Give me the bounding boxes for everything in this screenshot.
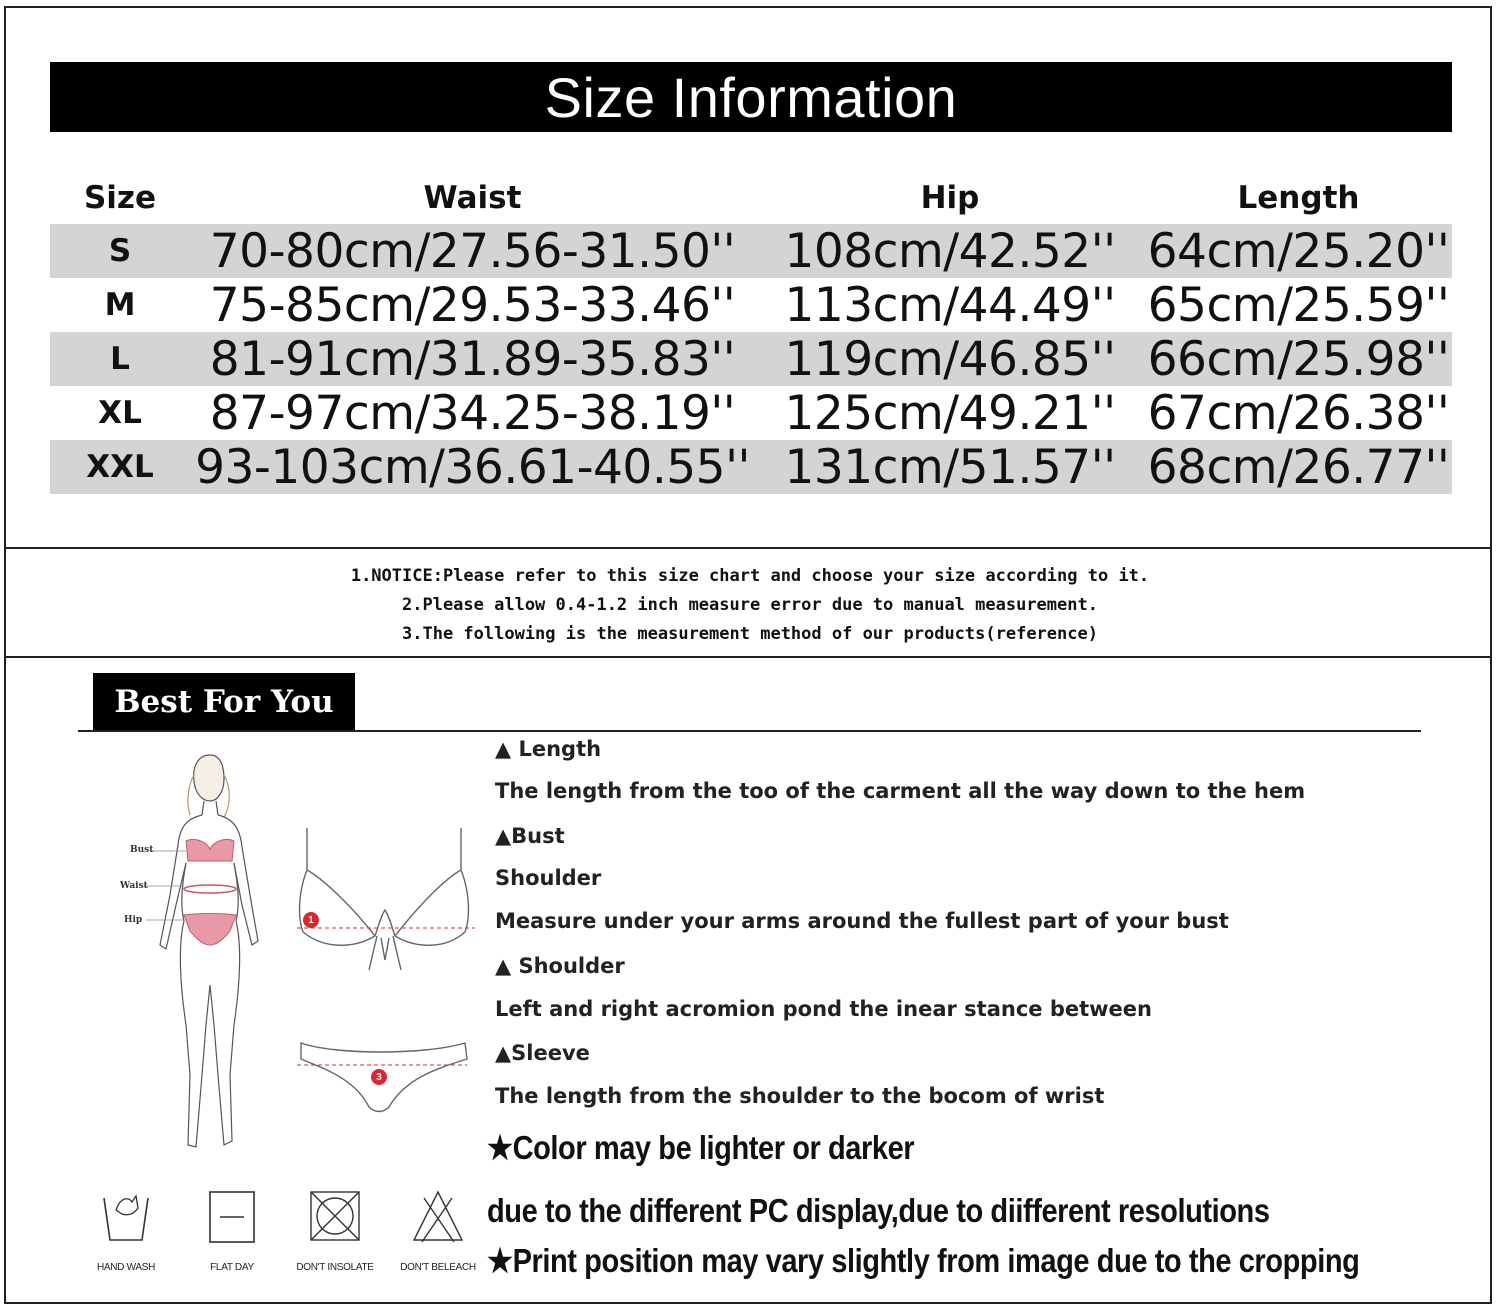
hip-marker [371,1069,387,1085]
care-label: FLAT DAY [210,1262,254,1273]
color-disclaimer: ★Color may be lighter or darker [487,1129,915,1166]
bottom-diagram [295,1035,475,1120]
section-divider [4,656,1492,658]
size-cell: XL [98,395,142,431]
length-cell: 68cm/26.77'' [1147,439,1450,495]
length-desc: The length from the too of the carment all the way down to the hem [495,779,1306,803]
length-cell: 65cm/25.59'' [1147,277,1450,333]
care-label: HAND WASH [96,1262,156,1273]
notice-block [0,562,1500,649]
bust-marker [303,912,319,928]
length-cell: 67cm/26.38'' [1147,385,1450,441]
page-title: Size Information [544,65,958,129]
waist-cell: 70-80cm/27.56-31.50'' [209,223,736,279]
table-row [50,278,1452,332]
model-figure-icon [110,745,290,1165]
header-size: Size [83,180,157,216]
notice-line-3: 3.The following is the measurement method of our products(reference) [402,624,1098,644]
table-row [50,332,1452,386]
care-hand-wash [86,1188,166,1273]
best-for-you-tab [93,673,355,731]
care-flat-dry [192,1188,272,1273]
do-not-insolate-icon [307,1188,363,1244]
hip-cell: 108cm/42.52'' [784,223,1116,279]
bra-diagram [285,820,485,990]
sleeve-title: ▲Sleeve [495,1041,590,1065]
size-cell: M [104,287,136,323]
table-row [50,224,1452,278]
waist-label: Waist [120,881,148,891]
size-table [50,172,1452,494]
bust-marker-number: 1 [308,914,314,926]
sleeve-desc: The length from the shoulder to the bocom of wrist [495,1084,1105,1108]
care-do-not-bleach [398,1188,478,1273]
do-not-bleach-icon [410,1188,466,1244]
care-label: DON'T INSOLATE [296,1262,374,1273]
notice-line-2: 2.Please allow 0.4-1.2 inch measure error due to manual measurement. [402,595,1098,615]
title-banner [50,62,1452,132]
table-row [50,440,1452,494]
best-for-you-label: Best For You [114,684,334,720]
hip-cell: 131cm/51.57'' [784,439,1116,495]
print-disclaimer: ★Print position may vary slightly from image due to the cropping [487,1242,1360,1279]
size-cell: S [108,233,132,269]
waist-cell: 81-91cm/31.89-35.83'' [209,331,736,387]
table-header-row [50,172,1452,224]
hand-wash-icon [98,1188,154,1244]
size-cell: L [110,341,130,377]
hip-cell: 119cm/46.85'' [784,331,1116,387]
hip-cell: 113cm/44.49'' [784,277,1116,333]
waist-cell: 87-97cm/34.25-38.19'' [209,385,736,441]
shoulder-title: ▲ Shoulder [495,954,625,978]
notice-line-1: 1.NOTICE:Please refer to this size chart and choose your size according to it. [350,566,1150,586]
length-cell: 66cm/25.98'' [1147,331,1450,387]
model-illustration [110,745,290,1165]
flat-dry-icon [204,1188,260,1244]
care-label: DON'T BELEACH [400,1262,476,1273]
section-divider [4,547,1492,549]
shoulder-desc: Left and right acromion pond the inear stance between [495,997,1152,1021]
size-cell: XXL [86,449,154,485]
best-for-you-underline [78,730,1421,732]
waist-cell: 75-85cm/29.53-33.46'' [209,277,736,333]
hip-marker-number: 3 [376,1071,382,1083]
table-row [50,386,1452,440]
bust-label: Bust [130,845,154,855]
display-disclaimer: due to the different PC display,due to diifferent resolutions [487,1192,1270,1229]
bra-outline-icon [285,820,485,990]
length-title: ▲ Length [495,737,602,761]
header-waist: Waist [423,180,522,216]
hip-cell: 125cm/49.21'' [784,385,1116,441]
care-do-not-insolate [295,1188,375,1273]
shoulder-subtitle: Shoulder [495,866,602,890]
header-hip: Hip [920,180,980,216]
hip-label: Hip [124,915,143,925]
waist-cell: 93-103cm/36.61-40.55'' [195,439,750,495]
bust-desc: Measure under your arms around the fullest part of your bust [495,909,1229,933]
length-cell: 64cm/25.20'' [1147,223,1450,279]
bust-title: ▲Bust [495,824,565,848]
header-length: Length [1237,180,1360,216]
